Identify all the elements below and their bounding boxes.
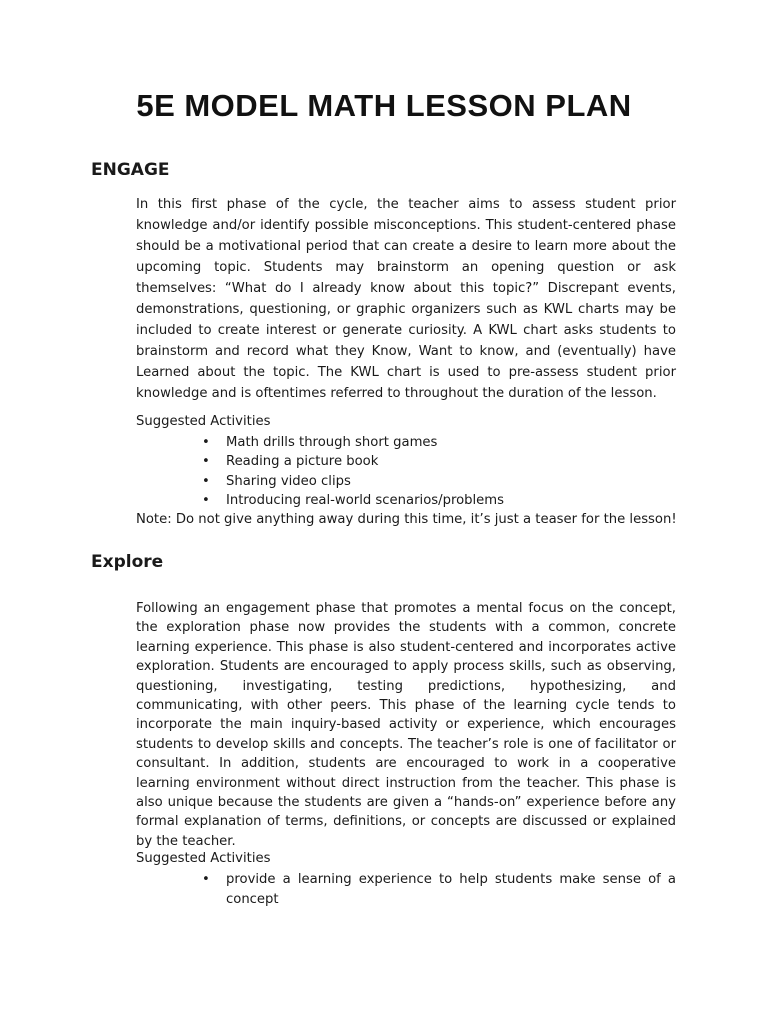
explore-activities-label: Suggested Activities bbox=[136, 851, 271, 866]
list-item bbox=[0, 472, 676, 491]
list-item-text: Sharing video clips bbox=[226, 473, 351, 489]
engage-note: Note: Do not give anything away during this time, it’s just a teaser for the lesson! bbox=[136, 512, 677, 527]
explore-paragraph: Following an engagement phase that promotes a mental focus on the concept, the exploration phase now provides the students with a common, concrete learning experience. This phase is also student-centered and incorporates active exploration. Students are encouraged to apply process skills, such as observing, questioning, investigating, testing predictions, hypothesizing, and communicating, with other peers. This phase of the learning cycle tends to incorporate the main inquiry-based activity or experience, which encourages students to develop skills and concepts. The teacher’s role is one of facilitator or consultant. In addition, students are encouraged to work in a cooperative learning environment without direct instruction from the teacher. This phase is also unique because the students are given a “hands-on” experience before any formal explanation of terms, definitions, or concepts are discussed or explained by the teacher. bbox=[136, 601, 676, 849]
list-item bbox=[0, 491, 676, 510]
section-heading-explore: Explore bbox=[91, 552, 164, 572]
page-title: 5E MODEL MATH LESSON PLAN bbox=[136, 88, 632, 123]
bullet-icon: • bbox=[202, 435, 210, 450]
section-heading-engage: ENGAGE bbox=[91, 160, 170, 180]
list-item-text: Math drills through short games bbox=[226, 435, 438, 450]
explore-activities-list bbox=[0, 870, 676, 910]
bullet-icon: • bbox=[202, 473, 210, 489]
bullet-icon: • bbox=[202, 454, 210, 470]
bullet-icon: • bbox=[202, 492, 210, 508]
list-item bbox=[0, 433, 676, 452]
list-item-text: provide a learning experience to help students make sense of a concept bbox=[226, 872, 676, 907]
list-item-text: Introducing real-world scenarios/problems bbox=[226, 492, 505, 508]
list-item-text: Reading a picture book bbox=[226, 454, 379, 470]
engage-paragraph: In this first phase of the cycle, the teacher aims to assess student prior knowledge and/or identify possible misconceptions. This student-centered phase should be a motivational period that can create a desire to learn more about the upcoming topic. Students may brainstorm an opening question or ask themselves: “What do I already know about this topic?” Discrepant events, demonstrations, questioning, or graphic organizers such as KWL charts may be included to create interest or generate curiosity. A KWL chart asks students to brainstorm and record what they Know, Want to know, and (eventually) have Learned about the topic. The KWL chart is used to pre-assess student prior knowledge and is oftentimes referred to throughout the duration of the lesson. bbox=[136, 197, 676, 401]
list-item bbox=[0, 870, 676, 910]
list-item bbox=[0, 452, 676, 471]
engage-activities-label: Suggested Activities bbox=[136, 414, 271, 429]
bullet-icon: • bbox=[202, 872, 210, 887]
engage-activities-list bbox=[0, 433, 676, 510]
